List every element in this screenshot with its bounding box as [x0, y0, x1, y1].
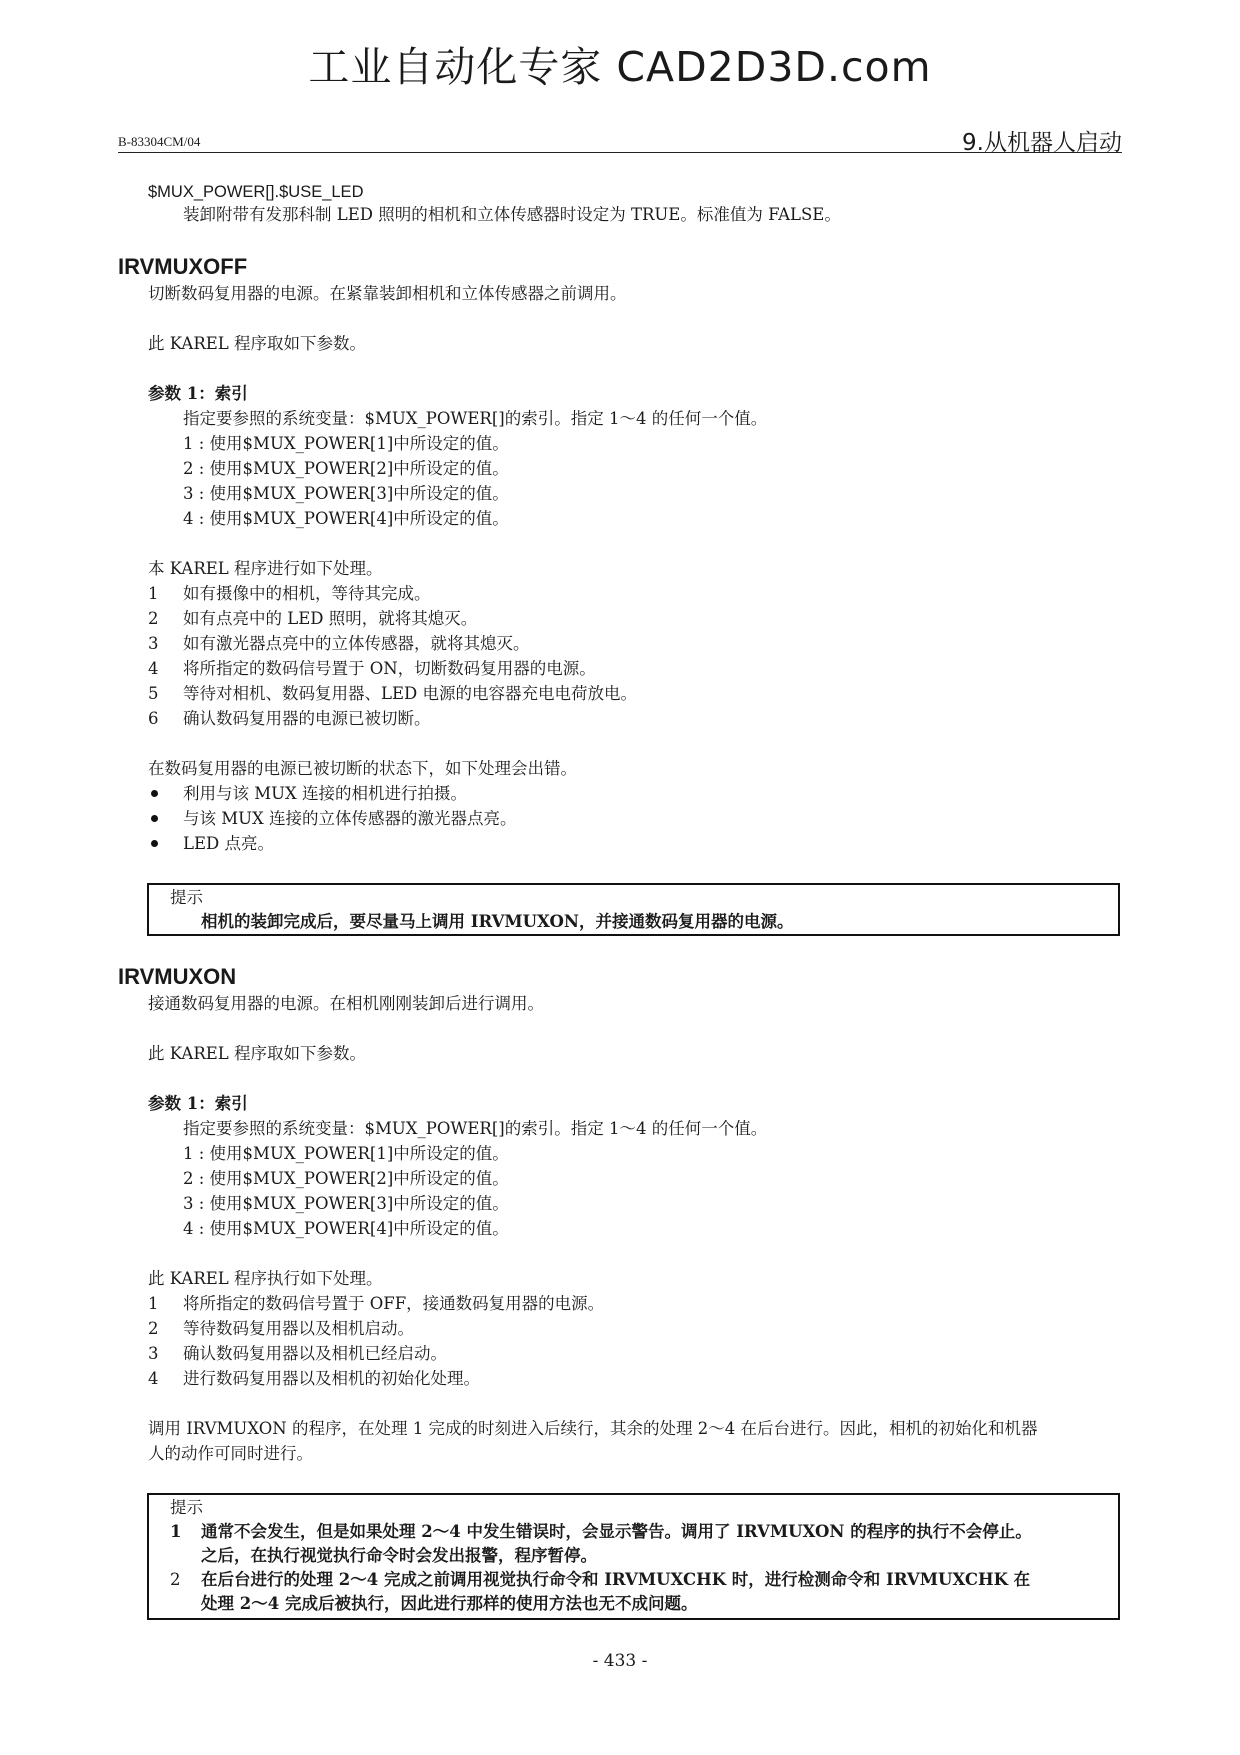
- irvmuxon-paragraph: 调用 IRVMUXON 的程序，在处理 1 完成的时刻进入后续行，其余的处理 2～4 在后台进行。因此，相机的初始化和机器: [148, 1419, 1038, 1438]
- note-text: 在后台进行的处理 2～4 完成之前调用视觉执行命令和 IRVMUXCHK 时，进行检测命令和 IRVMUXCHK 在: [201, 1570, 1031, 1589]
- use-led-desc: 装卸附带有发那科制 LED 照明的相机和立体传感器时设定为 TRUE。标准值为 FALSE。: [183, 205, 841, 224]
- irvmuxon-param-title: 参数 1：索引: [148, 1094, 248, 1113]
- irvmuxoff-heading: IRVMUXOFF: [118, 254, 248, 279]
- irvmuxon-step-number: 3: [148, 1344, 159, 1363]
- irvmuxoff-step-number: 5: [148, 684, 159, 703]
- irvmuxon-param-item: 4 : 使用$MUX_POWER[4]中所设定的值。: [183, 1219, 509, 1238]
- irvmuxoff-step-number: 3: [148, 634, 159, 653]
- irvmuxoff-step-text: 将所指定的数码信号置于 ON，切断数码复用器的电源。: [183, 659, 596, 678]
- doc-code: B-83304CM/04: [118, 134, 201, 149]
- irvmuxon-paragraph: 人的动作可同时进行。: [148, 1444, 313, 1463]
- irvmuxon-param-desc: 指定要参照的系统变量：$MUX_POWER[]的索引。指定 1～4 的任何一个值。: [183, 1119, 768, 1138]
- irvmuxoff-step-number: 4: [148, 659, 159, 678]
- note-text: 处理 2～4 完成后被执行，因此进行那样的使用方法也无不成问题。: [201, 1594, 698, 1613]
- page-number: - 433 -: [592, 1651, 648, 1671]
- irvmuxon-note-box: [147, 1493, 1120, 1620]
- irvmuxon-intro: 接通数码复用器的电源。在相机刚刚装卸后进行调用。: [148, 994, 544, 1013]
- header-rule: [118, 152, 1122, 153]
- irvmuxoff-params-intro: 此 KAREL 程序取如下参数。: [148, 334, 366, 353]
- irvmuxoff-param-title: 参数 1：索引: [148, 384, 248, 403]
- irvmuxoff-error-item: 与该 MUX 连接的立体传感器的激光器点亮。: [183, 809, 517, 828]
- irvmuxoff-step-text: 确认数码复用器的电源已被切断。: [183, 709, 431, 728]
- irvmuxoff-step-text: 如有点亮中的 LED 照明，就将其熄灭。: [183, 609, 478, 628]
- irvmuxon-step-number: 2: [148, 1319, 159, 1338]
- note-text: 通常不会发生，但是如果处理 2～4 中发生错误时，会显示警告。调用了 IRVMUXON 的程序的执行不会停止。: [201, 1522, 1032, 1541]
- chapter-title: 9.从机器人启动: [962, 130, 1122, 156]
- irvmuxon-process-intro: 此 KAREL 程序执行如下处理。: [148, 1269, 383, 1288]
- irvmuxoff-step-number: 2: [148, 609, 159, 628]
- irvmuxoff-param-item: 3 : 使用$MUX_POWER[3]中所设定的值。: [183, 484, 509, 503]
- irvmuxon-step-text: 进行数码复用器以及相机的初始化处理。: [183, 1369, 480, 1388]
- note-text: 之后，在执行视觉执行命令时会发出报警，程序暂停。: [201, 1546, 597, 1565]
- note-title: 提示: [170, 888, 203, 907]
- irvmuxoff-param-item: 2 : 使用$MUX_POWER[2]中所设定的值。: [183, 459, 509, 478]
- irvmuxoff-error-intro: 在数码复用器的电源已被切断的状态下，如下处理会出错。: [148, 759, 577, 778]
- irvmuxon-heading: IRVMUXON: [118, 964, 237, 989]
- use-led-name: $MUX_POWER[].$USE_LED: [148, 183, 364, 201]
- note-text: 相机的装卸完成后，要尽量马上调用 IRVMUXON，并接通数码复用器的电源。: [201, 912, 794, 931]
- watermark-text: 工业自动化专家 CAD2D3D.com: [308, 43, 932, 91]
- irvmuxon-step-text: 等待数码复用器以及相机启动。: [183, 1319, 414, 1338]
- bullet-icon: [151, 790, 158, 797]
- bullet-icon: [151, 815, 158, 822]
- note-title: 提示: [170, 1498, 203, 1517]
- irvmuxoff-step-number: 1: [148, 584, 159, 603]
- irvmuxon-step-number: 4: [148, 1369, 159, 1388]
- irvmuxoff-process-intro: 本 KAREL 程序进行如下处理。: [148, 559, 383, 578]
- irvmuxon-param-item: 1 : 使用$MUX_POWER[1]中所设定的值。: [183, 1144, 509, 1163]
- irvmuxoff-param-item: 4 : 使用$MUX_POWER[4]中所设定的值。: [183, 509, 509, 528]
- irvmuxoff-note-box: [147, 883, 1120, 936]
- irvmuxoff-error-item: LED 点亮。: [183, 834, 274, 853]
- note-number: 2: [170, 1570, 181, 1589]
- irvmuxoff-param-item: 1 : 使用$MUX_POWER[1]中所设定的值。: [183, 434, 509, 453]
- irvmuxoff-error-item: 利用与该 MUX 连接的相机进行拍摄。: [183, 784, 468, 803]
- irvmuxoff-param-desc: 指定要参照的系统变量：$MUX_POWER[]的索引。指定 1～4 的任何一个值。: [183, 409, 768, 428]
- irvmuxoff-step-text: 如有激光器点亮中的立体传感器，就将其熄灭。: [183, 634, 530, 653]
- irvmuxoff-intro: 切断数码复用器的电源。在紧靠装卸相机和立体传感器之前调用。: [148, 284, 627, 303]
- irvmuxoff-step-text: 如有摄像中的相机，等待其完成。: [183, 584, 431, 603]
- bullet-icon: [151, 840, 158, 847]
- irvmuxon-step-number: 1: [148, 1294, 159, 1313]
- irvmuxoff-step-number: 6: [148, 709, 159, 728]
- irvmuxoff-step-text: 等待对相机、数码复用器、LED 电源的电容器充电电荷放电。: [183, 684, 637, 703]
- irvmuxon-param-item: 2 : 使用$MUX_POWER[2]中所设定的值。: [183, 1169, 509, 1188]
- irvmuxon-param-item: 3 : 使用$MUX_POWER[3]中所设定的值。: [183, 1194, 509, 1213]
- note-number: 1: [170, 1522, 182, 1541]
- irvmuxon-step-text: 将所指定的数码信号置于 OFF，接通数码复用器的电源。: [183, 1294, 605, 1313]
- irvmuxon-params-intro: 此 KAREL 程序取如下参数。: [148, 1044, 366, 1063]
- irvmuxon-step-text: 确认数码复用器以及相机已经启动。: [183, 1344, 447, 1363]
